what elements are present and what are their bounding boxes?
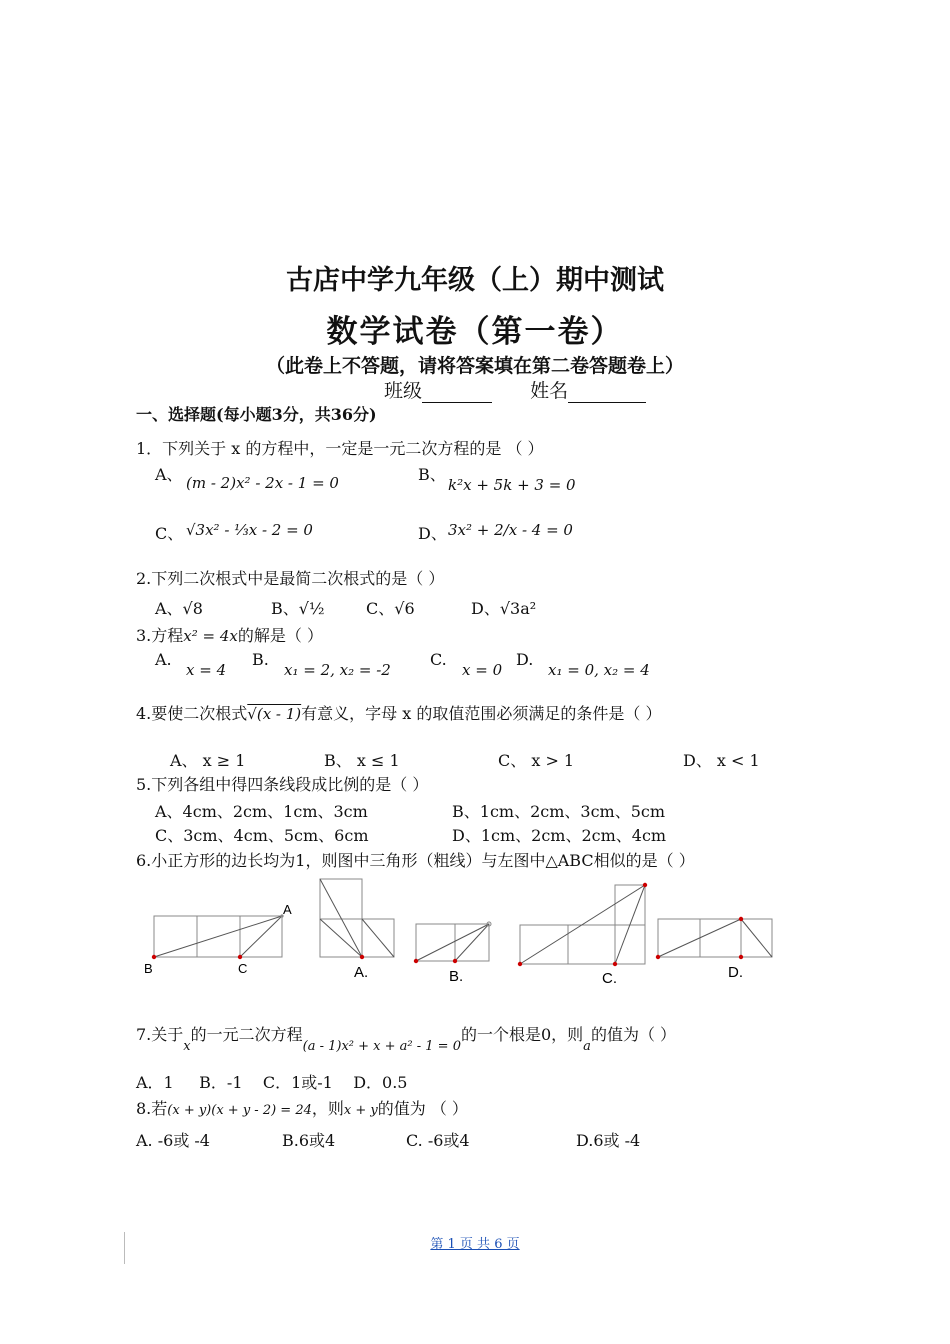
q2-d: D、√3a² <box>471 599 537 618</box>
q5-b: B、1cm、2cm、3cm、5cm <box>452 802 666 821</box>
q5-d: D、1cm、2cm、2cm、4cm <box>452 826 667 845</box>
class-label: 班级 <box>384 380 423 402</box>
ref-triangle <box>154 916 282 957</box>
q7-stem-pre: 7.关于 <box>136 1025 184 1044</box>
q2-b: B、√½ <box>271 599 325 618</box>
q4-c: C、 x > 1 <box>498 751 575 770</box>
option-b-triangle <box>416 924 489 961</box>
q3-c: x = 0 <box>462 661 503 679</box>
label-C: C <box>238 961 248 976</box>
q7-stem <box>136 1022 677 1054</box>
name-blank <box>568 384 646 403</box>
q8-stem-pre: 8.若 <box>136 1099 168 1118</box>
q7-stem-post: 的一个根是0，则 <box>460 1025 584 1044</box>
q8-stem-eq2: x + y <box>343 1103 378 1118</box>
q8-a: A. -6或 -4 <box>136 1131 210 1150</box>
q8-d: D.6或 -4 <box>576 1131 641 1150</box>
q1-d-label: D、 <box>418 524 447 543</box>
q4-stem-eq: √(x - 1) <box>247 705 302 723</box>
page-note: （此卷上不答题，请将答案填在第二卷答题卷上） <box>265 355 684 377</box>
section-heading: 一、选择题(每小题3分，共36分) <box>136 405 377 424</box>
name-label: 姓名 <box>530 380 569 402</box>
q3-d: x₁ = 0, x₂ = 4 <box>548 661 650 679</box>
option-a-triangle <box>320 879 394 957</box>
q2-a: A、√8 <box>155 599 203 618</box>
option-b-label: B. <box>449 968 464 985</box>
q4-a: A、 x ≥ 1 <box>170 751 246 770</box>
q4-stem <box>136 701 661 724</box>
q3-stem <box>136 623 323 646</box>
q5-stem: 5.下列各组中得四条线段成比例的是（ ） <box>136 775 429 794</box>
q3-b-label: B. <box>252 650 269 669</box>
q8-stem <box>136 1096 468 1119</box>
q1-b: k²x + 5k + 3 = 0 <box>448 476 576 494</box>
q4-d: D、 x < 1 <box>683 751 760 770</box>
page-title: 古店中学九年级（上）期中测试 <box>286 265 664 296</box>
q3-d-label: D. <box>516 650 534 669</box>
class-blank <box>422 384 492 403</box>
q1-c: √3x² - ⅓x - 2 = 0 <box>186 521 313 539</box>
q4-stem-pre: 4.要使二次根式 <box>136 704 248 723</box>
q3-stem-post: 的解是（ ） <box>237 626 323 645</box>
q7-stem-end: 的值为（ ） <box>590 1025 677 1044</box>
option-d-triangle <box>658 919 772 957</box>
q7-stem-eq: (a - 1)x² + x + a² - 1 = 0 <box>302 1039 461 1054</box>
q2-stem: 2.下列二次根式中是最简二次根式的是（ ） <box>136 569 445 588</box>
q7-stem-mid: 的一元二次方程 <box>190 1025 303 1044</box>
q1-d: 3x² + 2/x - 4 = 0 <box>448 521 573 539</box>
label-A: A <box>283 902 292 917</box>
q7-options: A．1 B．-1 C．1或-1 D．0.5 <box>136 1073 408 1092</box>
class-name-row <box>384 376 646 403</box>
ref-point-c <box>238 955 242 959</box>
ref-point-b <box>152 955 156 959</box>
q7-var-x: x <box>183 1039 191 1054</box>
option-a-label: A. <box>354 964 369 981</box>
q1-b-label: B、 <box>418 465 446 484</box>
q8-stem-post: 的值为 （ ） <box>377 1099 468 1118</box>
q7-var-a: a <box>583 1039 591 1054</box>
q5-a: A、4cm、2cm、1cm、3cm <box>155 802 368 821</box>
q1-a-label: A、 <box>155 465 183 484</box>
option-d-label: D. <box>728 964 743 981</box>
q5-c: C、3cm、4cm、5cm、6cm <box>155 826 369 845</box>
q1-c-label: C、 <box>155 524 184 543</box>
page-footer[interactable]: 第 1 页 共 6 页 <box>430 1237 520 1252</box>
option-c-label: C. <box>602 970 617 987</box>
q3-a-label: A. <box>155 650 172 669</box>
q6-figures <box>130 872 810 997</box>
q8-stem-eq: (x + y)(x + y - 2) = 24 <box>167 1103 312 1118</box>
q8-stem-mid: ，则 <box>311 1099 344 1118</box>
q6-stem: 6.小正方形的边长均为1，则图中三角形（粗线）与左图中△ABC相似的是（ ） <box>136 851 695 870</box>
q1-stem: 1．下列关于 x 的方程中，一定是一元二次方程的是 （ ） <box>136 439 544 458</box>
q2-c: C、√6 <box>366 599 415 618</box>
q8-c: C. -6或4 <box>406 1131 470 1150</box>
q3-stem-eq: x² = 4x <box>183 627 238 645</box>
q4-b: B、 x ≤ 1 <box>324 751 400 770</box>
q8-b: B.6或4 <box>282 1131 336 1150</box>
label-B: B <box>144 961 153 976</box>
q1-a: (m - 2)x² - 2x - 1 = 0 <box>186 474 339 492</box>
q3-a: x = 4 <box>186 661 227 679</box>
q3-c-label: C. <box>430 650 447 669</box>
q4-stem-post: 有意义，字母 x 的取值范围必须满足的条件是（ ） <box>301 704 662 723</box>
q3-b: x₁ = 2, x₂ = -2 <box>284 661 391 679</box>
q3-stem-pre: 3.方程 <box>136 626 184 645</box>
page-subtitle: 数学试卷（第一卷） <box>326 314 624 350</box>
